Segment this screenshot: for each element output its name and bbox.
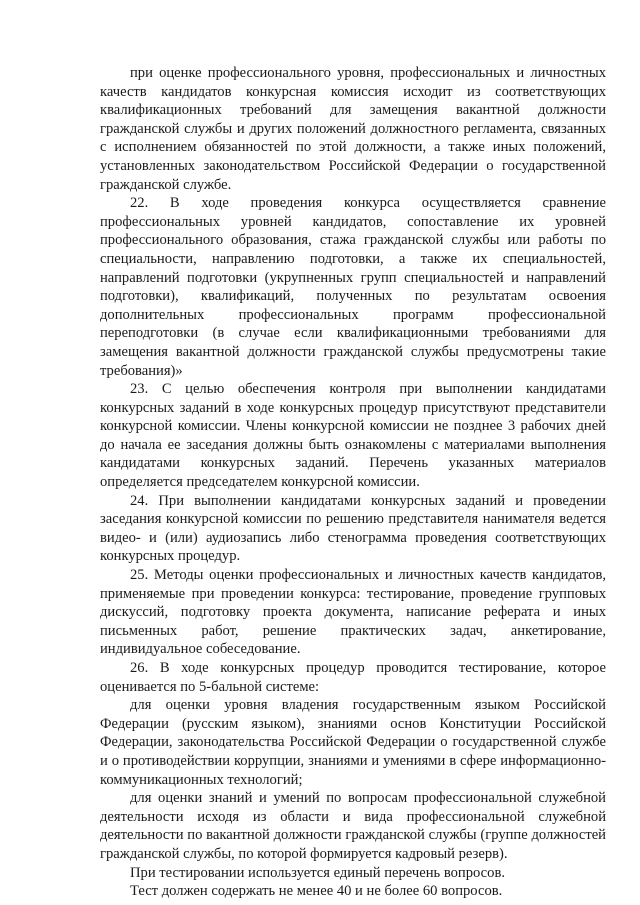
paragraph-25: 25. Методы оценки профессиональных и личностных качеств кандидатов, применяемые при проведении конкурса: тестирование, проведение групповых дискуссий, подготовку проекта документа, написание реферата и иных письменных работ, решение практических задач, анкетирование, индивидуальное собеседование. (100, 567, 606, 658)
paragraph-23: 23. С целью обеспечения контроля при выполнении кандидатами конкурсных заданий в ходе конкурсных процедур присутствуют представители конкурсной комиссии. Члены конкурсной комиссии не позднее 3 рабочих дней до начала ее заседания должны быть ознакомлены с материалами выполнения кандидатами конкурсных заданий. Перечень указанных материалов определяется председателем конкурсной комиссии. (100, 381, 606, 491)
paragraph-26: 26. В ходе конкурсных процедур проводится тестирование, которое оценивается по 5-бальной системе: (100, 660, 606, 695)
paragraph-testing-questions: При тестировании используется единый перечень вопросов. (130, 864, 505, 881)
paragraph-24: 24. При выполнении кандидатами конкурсных заданий и проведении заседания конкурсной комиссии по решению представителя нанимателя ведется видео- и (или) аудиозапись либо стенограмма проведения соответствующих конкурсных процедур. (100, 492, 606, 565)
paragraph-26-item-1: для оценки уровня владения государственным языком Российской Федерации (русским языком), знаниями основ Конституции Российской Федерации, законодательства Российской Федерации о государственной службе и о противодействии коррупции, знаниями и умениями в сфере информационно-коммуникационных технологий; (100, 697, 606, 788)
paragraph-21-continuation: при оценке профессионального уровня, профессиональных и личностных качеств кандидатов конкурсная комиссия исходит из соответствующих квалификационных требований для замещения вакантной должности гражданской службы и других положений должностного регламента, связанных с исполнением обязанностей по этой должности, а также иных положений, установленных законодательством Российской Федерации о государственной гражданской службе. (100, 65, 606, 193)
paragraph-22: 22. В ходе проведения конкурса осуществляется сравнение профессиональных уровней кандидатов, сопоставление их уровней профессионального образования, стажа гражданской службы или работы по специальности, направлению подготовки, а также их специальностей, направлений подготовки (укрупненных групп специальностей и направлений подготовки), квалификаций, полученных по результатам освоения дополнительных профессиональных программ профессиональной переподготовки (в случае если квалификационными требованиями для замещения вакантной должности гражданской службы предусмотрены такие требования)» (100, 195, 606, 379)
paragraph-test-size: Тест должен содержать не менее 40 и не более 60 вопросов. (130, 883, 503, 900)
paragraph-26-item-2: для оценки знаний и умений по вопросам профессиональной служебной деятельности исходя из области и вида профессиональной служебной деятельности по вакантной должности гражданской службы (группе должностей гражданской службы, по которой формируется кадровый резерв). (100, 790, 606, 862)
document-body (100, 64, 606, 901)
